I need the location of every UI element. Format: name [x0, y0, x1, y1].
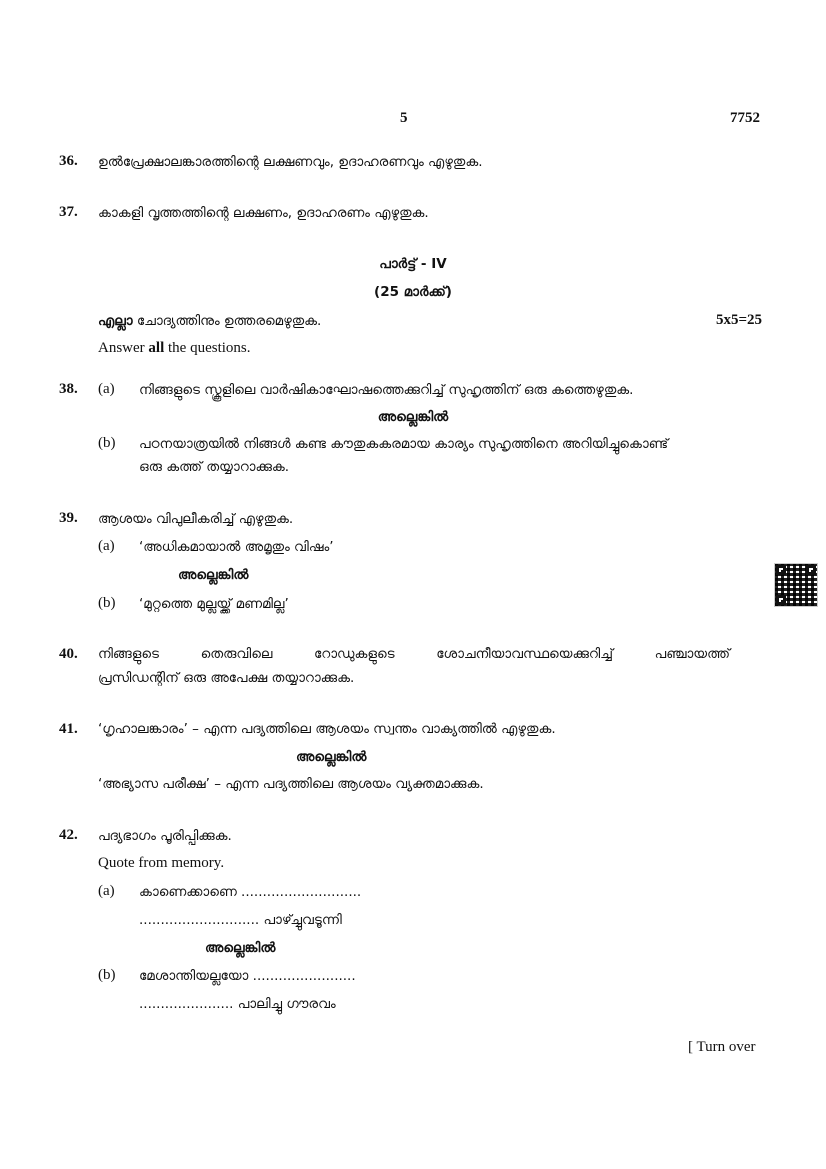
- option-text-cont: ...................... പാലിച്ചു ഗൗരവം: [139, 996, 336, 1012]
- question-text-cont: പ്രസിഡന്റിന് ഒരു അപേക്ഷ തയ്യാറാക്കുക.: [98, 670, 355, 686]
- instruction-bold: എല്ലാ: [98, 313, 133, 329]
- question-number: 41.: [59, 721, 78, 737]
- question-number: 40.: [59, 646, 78, 662]
- option-label: (b): [98, 967, 116, 983]
- question-number: 38.: [59, 381, 78, 397]
- option-label: (b): [98, 435, 116, 451]
- question-text: ആശയം വിപുലീകരിച്ച് എഴുതുക.: [98, 511, 294, 527]
- qr-finder-marker: [776, 565, 786, 575]
- instruction-ml: [98, 313, 321, 329]
- option-text: പഠനയാത്രയിൽ നിങ്ങൾ കണ്ട കൗതുകകരമായ കാര്യം സുഹൃത്തിനെ അറിയിച്ചുകൊണ്ട്: [139, 436, 669, 452]
- option-text-cont: ............................ പാഴ്ച്ചുവടൂന്നി: [139, 912, 342, 928]
- question-text: നിങ്ങളുടെ തെരുവിലെ റോഡുകളുടെ ശോചനീയാവസ്ഥയെക്കുറിച്ച് പഞ്ചായത്ത്: [98, 646, 730, 662]
- question-text: ‘ഗൃഹാലങ്കാരം’ – എന്ന പദ്യത്തിലെ ആശയം സ്വന്തം വാക്യത്തിൽ എഴുതുക.: [98, 721, 556, 737]
- option-label: (b): [98, 595, 116, 611]
- or-divider: അല്ലെങ്കിൽ: [296, 749, 367, 765]
- option-label: (a): [98, 883, 115, 899]
- page-number: 5: [400, 110, 408, 126]
- question-number: 36.: [59, 153, 78, 169]
- question-alt-text: ‘അഭ്യാസ പരീക്ഷ’ – എന്ന പദ്യത്തിലെ ആശയം വ്യക്തമാക്കുക.: [98, 776, 484, 792]
- qr-finder-marker: [806, 565, 816, 575]
- option-label: (a): [98, 538, 115, 554]
- option-text: നിങ്ങളുടെ സ്കൂളിലെ വാർഷികാഘോഷത്തെക്കുറിച്ച് സുഹൃത്തിന് ഒരു കത്തെഴുതുക.: [139, 382, 634, 398]
- option-text: ‘അധികമായാൽ അമൃതും വിഷം’: [139, 539, 334, 555]
- qr-finder-marker: [776, 595, 786, 605]
- question-text-en: Quote from memory.: [98, 855, 225, 871]
- option-label: (a): [98, 381, 115, 397]
- part-title: പാർട്ട് - IV: [379, 256, 447, 272]
- question-number: 37.: [59, 204, 78, 220]
- question-number: 39.: [59, 510, 78, 526]
- qr-code: [774, 563, 818, 607]
- instruction-en-bold: all: [148, 340, 165, 356]
- score-label: 5x5=25: [716, 312, 763, 328]
- instruction-en-c: the questions.: [164, 340, 251, 356]
- question-text: കാകളി വൃത്തത്തിന്റെ ലക്ഷണം, ഉദാഹരണം എഴുതുക.: [98, 205, 429, 221]
- or-divider: അല്ലെങ്കിൽ: [377, 409, 449, 425]
- or-divider: അല്ലെങ്കിൽ: [205, 940, 276, 956]
- instruction-en-a: Answer: [98, 340, 149, 356]
- option-text: ‘മുറ്റത്തെ മുല്ലയ്ക്ക് മണമില്ല’: [139, 596, 289, 612]
- question-text: പദ്യഭാഗം പൂരിപ്പിക്കുക.: [98, 828, 232, 844]
- instruction-en: [98, 340, 251, 357]
- question-number: 42.: [59, 827, 78, 843]
- turn-over-label: [ Turn over: [688, 1039, 756, 1055]
- part-marks: (25 മാർക്ക്): [374, 284, 452, 300]
- instruction-rest: ചോദ്യത്തിനും ഉത്തരമെഴുതുക.: [132, 313, 322, 329]
- option-text-cont: ഒരു കത്ത് തയ്യാറാക്കുക.: [139, 459, 290, 475]
- question-text: ഉൽപ്രേക്ഷാലങ്കാരത്തിന്റെ ലക്ഷണവും, ഉദാഹരണവും എഴുതുക.: [98, 154, 483, 170]
- paper-code: 7752: [730, 110, 760, 126]
- option-text: കാണെക്കാണെ ............................: [139, 884, 362, 900]
- option-text: മേശാന്തിയല്ലയോ ........................: [139, 968, 356, 984]
- or-divider: അല്ലെങ്കിൽ: [178, 567, 249, 583]
